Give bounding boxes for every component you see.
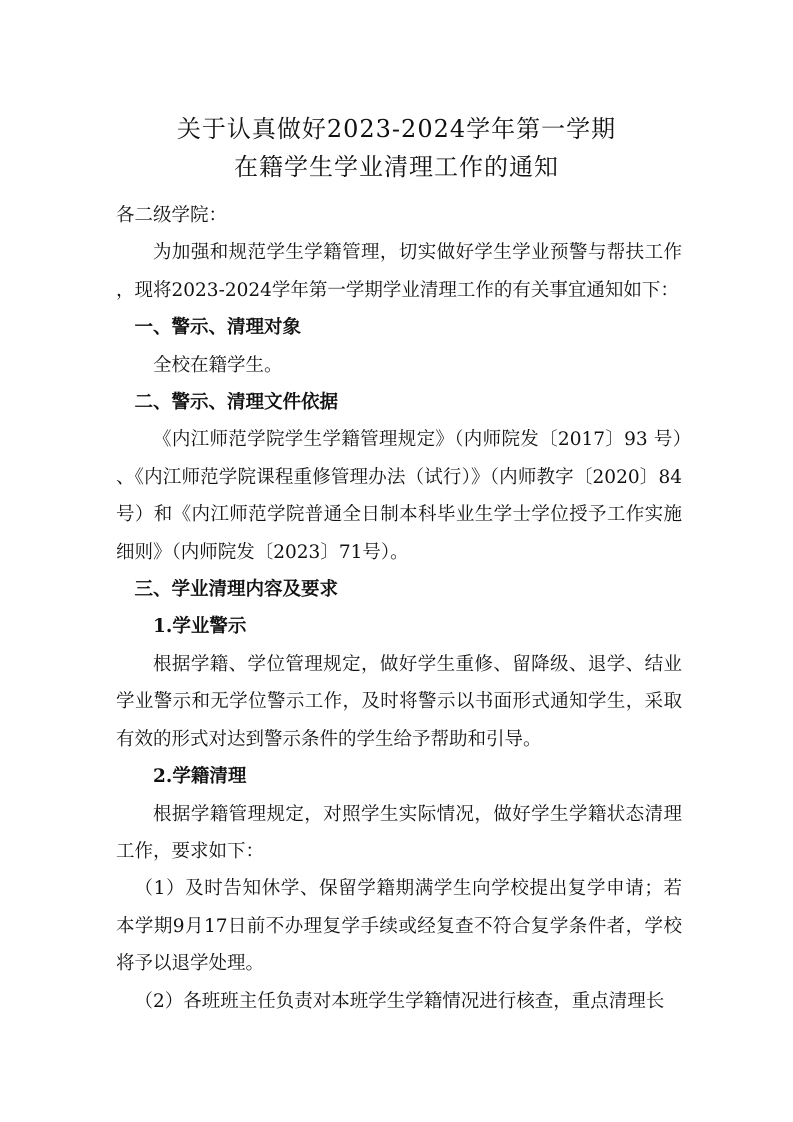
subsection-2-text: 根据学籍管理规定，对照学生实际情况，做好学生学籍状态清理工作，要求如下： [116,803,682,862]
section-2-text: 《内江师范学院学生学籍管理规定》（内师院发〔2017〕93 号）、《内江师范学院课程重修管理办法（试行）》（内师教字〔2020〕84号）和《内江师范学院普通全日制本科毕业生学士学位授予工作实施细则》（内师院发〔2023〕71号）。 [116,429,682,563]
intro-paragraph: 为加强和规范学生学籍管理，切实做好学生学业预警与帮扶工作，现将2023-2024学年第一学期学业清理工作的有关事宜通知如下： [116,242,682,301]
subsection-1-text: 根据学籍、学位管理规定，做好学生重修、留降级、退学、结业学业警示和无学位警示工作，及时将警示以书面形式通知学生，采取有效的形式对达到警示条件的学生给予帮助和引导。 [116,653,682,750]
document-title-line-2: 在籍学生学业清理工作的通知 [234,153,559,181]
document-body [116,197,682,1020]
list-item-2: （2）各班班主任负责对本班学生学籍情况进行核查，重点清理长 [134,990,665,1012]
document-title-line-1: 关于认真做好2023-2024学年第一学期 [176,115,617,143]
section-1-heading: 一、警示、清理对象 [134,317,302,339]
salutation: 各二级学院： [116,205,228,226]
section-2-heading: 二、警示、清理文件依据 [134,392,339,414]
section-3-heading: 三、学业清理内容及要求 [134,579,339,601]
list-item-1: （1）及时告知休学、保留学籍期满学生向学校提出复学申请；若本学期9月17日前不办理复学手续或经复查不符合复学条件者，学校将予以退学处理。 [116,878,682,975]
section-1-text: 全校在籍学生。 [153,354,283,376]
subsection-2-heading: 2.学籍清理 [153,766,247,788]
subsection-1-heading: 1.学业警示 [153,616,247,638]
